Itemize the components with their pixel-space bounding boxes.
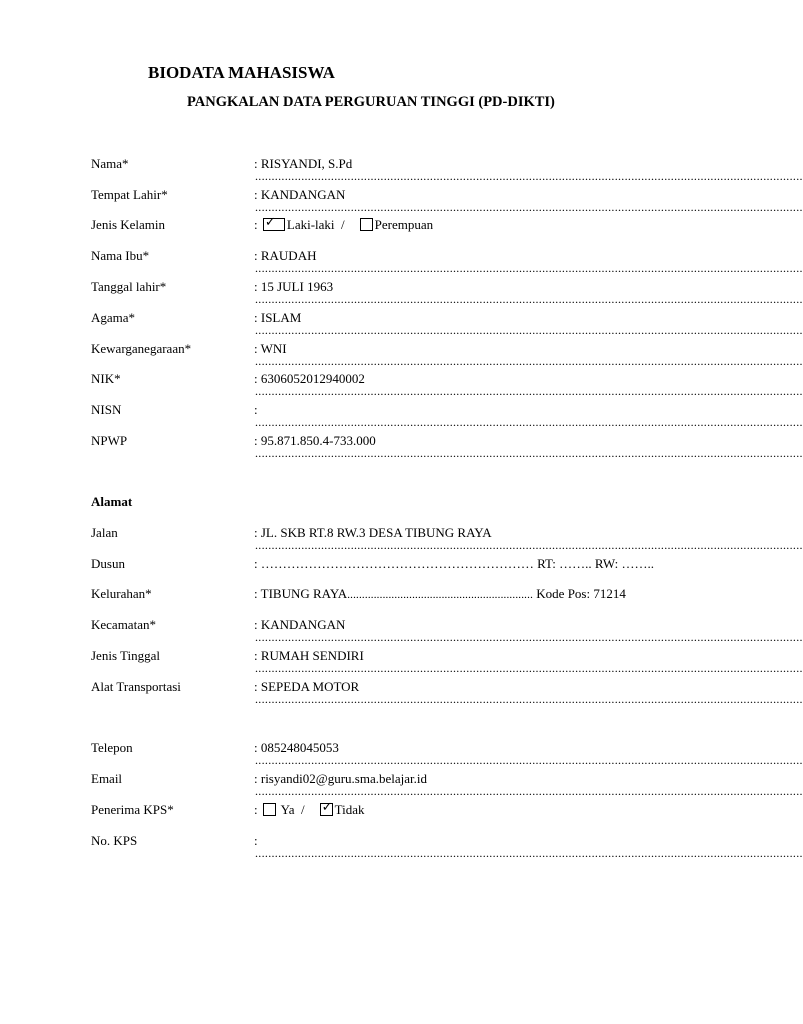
option-laki-laki-label: Laki-laki xyxy=(286,217,335,232)
field-nisn xyxy=(91,402,803,432)
option-tidak-label: Tidak xyxy=(334,802,365,817)
field-jenis-tinggal xyxy=(91,648,803,678)
field-dusun xyxy=(91,556,691,586)
field-label: No. KPS xyxy=(91,833,138,848)
dotted-line: ...................................................................................................................................................................... xyxy=(255,200,803,214)
field-label: Jalan xyxy=(91,525,118,540)
field-nama-ibu xyxy=(91,248,803,278)
field-label: NIK* xyxy=(91,371,121,386)
field-label: Jenis Kelamin xyxy=(91,217,166,232)
kps-options xyxy=(254,799,365,818)
field-value: : RAUDAH xyxy=(254,248,317,263)
field-label: Tanggal lahir* xyxy=(91,279,167,294)
field-label: NPWP xyxy=(91,433,128,448)
field-jenis-kelamin xyxy=(91,214,691,247)
field-no-kps xyxy=(91,833,803,863)
kelurahan-value: : TIBUNG RAYA xyxy=(254,586,348,601)
field-telepon xyxy=(91,740,803,770)
field-label: Tempat Lahir* xyxy=(91,187,168,202)
field-tempat-lahir xyxy=(91,187,803,217)
field-label: NISN xyxy=(91,402,122,417)
separator: / xyxy=(341,217,345,232)
gender-options xyxy=(254,214,434,233)
kode-pos-value: Kode Pos: 71214 xyxy=(533,586,626,601)
field-value: : 95.871.850.4-733.000 xyxy=(254,433,376,448)
field-tanggal-lahir xyxy=(91,279,803,309)
field-label: Alat Transportasi xyxy=(91,679,181,694)
field-kecamatan xyxy=(91,617,803,647)
field-value: : 15 JULI 1963 xyxy=(254,279,334,294)
field-penerima-kps xyxy=(91,799,691,832)
field-label: Kecamatan* xyxy=(91,617,156,632)
field-nik xyxy=(91,371,803,401)
field-value: : ISLAM xyxy=(254,310,302,325)
field-npwp xyxy=(91,433,803,463)
section-heading-alamat: Alamat xyxy=(91,494,133,509)
dotted-line: ...................................................................................................................................................................... xyxy=(255,169,803,183)
field-value: : KANDANGAN xyxy=(254,617,346,632)
field-value: : xyxy=(254,833,258,848)
colon: : xyxy=(254,217,258,232)
field-label: Penerima KPS* xyxy=(91,802,174,817)
dotted-line: ...................................................................................................................................................................... xyxy=(255,292,803,306)
dotted-line: ...................................................................................................................................................................... xyxy=(255,784,803,798)
field-value: : xyxy=(254,402,258,417)
field-label: Dusun xyxy=(91,556,125,571)
option-ya-label: Ya xyxy=(280,802,295,817)
dotted-line: ...................................................................................................................................................................... xyxy=(255,323,803,337)
document-subtitle: PANGKALAN DATA PERGURUAN TINGGI (PD-DIKTI) xyxy=(187,94,555,110)
dotted-line: ...................................................................................................................................................................... xyxy=(255,415,803,429)
check-icon: ✓ xyxy=(264,214,276,229)
field-alat-transportasi xyxy=(91,679,803,709)
field-label: Jenis Tinggal xyxy=(91,648,160,663)
field-value: : ……………………………………………………… RT: …….. RW: …….. xyxy=(254,556,655,571)
field-value: : SEPEDA MOTOR xyxy=(254,679,360,694)
checkbox-laki-laki[interactable] xyxy=(263,214,285,231)
checkbox-tidak[interactable] xyxy=(320,799,333,816)
field-value: : 6306052012940002 xyxy=(254,371,365,386)
checkbox-perempuan[interactable] xyxy=(360,218,373,231)
field-value: : RUMAH SENDIRI xyxy=(254,648,364,663)
checkbox-ya[interactable] xyxy=(263,803,276,816)
field-email xyxy=(91,771,803,801)
dotted-line: ...................................................................................................................................................................... xyxy=(255,630,803,644)
dotted-fill: ............................................................... xyxy=(347,589,534,601)
field-label: Kewarganegaraan* xyxy=(91,341,192,356)
field-value: : KANDANGAN xyxy=(254,187,346,202)
dotted-line: ...................................................................................................................................................................... xyxy=(255,692,803,706)
field-label: Nama* xyxy=(91,156,129,171)
dotted-line: ...................................................................................................................................................................... xyxy=(255,753,803,767)
document-title: BIODATA MAHASISWA xyxy=(148,63,335,82)
colon: : xyxy=(254,802,258,817)
field-value: : JL. SKB RT.8 RW.3 DESA TIBUNG RAYA xyxy=(254,525,492,540)
dotted-line: ...................................................................................................................................................................... xyxy=(255,261,803,275)
field-nama xyxy=(91,156,803,186)
option-perempuan-label: Perempuan xyxy=(374,217,434,232)
separator: / xyxy=(301,802,305,817)
field-value-kelurahan xyxy=(254,586,626,602)
dotted-line: ...................................................................................................................................................................... xyxy=(255,384,803,398)
field-kewarganegaraan xyxy=(91,341,803,371)
field-label: Telepon xyxy=(91,740,133,755)
field-label: Kelurahan* xyxy=(91,586,152,601)
field-label: Nama Ibu* xyxy=(91,248,150,263)
field-kelurahan xyxy=(91,586,691,616)
dotted-line: ...................................................................................................................................................................... xyxy=(255,846,803,860)
field-label: Email xyxy=(91,771,123,786)
check-icon: ✓ xyxy=(321,799,333,814)
dotted-line: ...................................................................................................................................................................... xyxy=(255,446,803,460)
field-value: : risyandi02@guru.sma.belajar.id xyxy=(254,771,427,786)
dotted-line: ...................................................................................................................................................................... xyxy=(255,538,803,552)
field-value: : 085248045053 xyxy=(254,740,339,755)
dotted-line: ...................................................................................................................................................................... xyxy=(255,354,803,368)
field-value: : WNI xyxy=(254,341,287,356)
field-value: : RISYANDI, S.Pd xyxy=(254,156,353,171)
field-jalan xyxy=(91,525,803,555)
dotted-line: ...................................................................................................................................................................... xyxy=(255,661,803,675)
field-agama xyxy=(91,310,803,340)
field-label: Agama* xyxy=(91,310,136,325)
